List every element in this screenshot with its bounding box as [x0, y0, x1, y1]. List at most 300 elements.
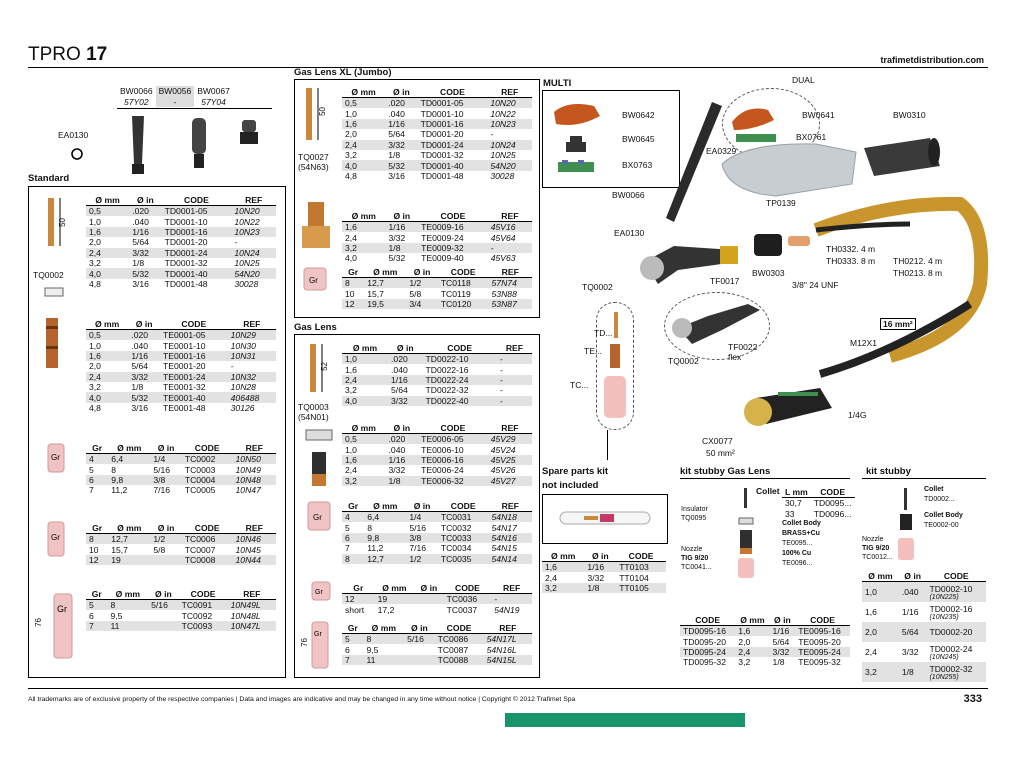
- part-label: TF0022: [728, 342, 758, 352]
- table-cell: [150, 555, 182, 565]
- table-cell: TE0006-10: [421, 444, 464, 455]
- table-cell: 54N17: [491, 522, 517, 533]
- table-cell: -: [499, 385, 503, 396]
- kit-label: Insulator: [681, 506, 708, 513]
- table-cell: TD0001-48: [420, 170, 464, 181]
- table-row: [680, 647, 850, 657]
- table-cell: 10N29: [228, 330, 276, 341]
- table-cell: 2,0: [862, 622, 899, 642]
- table-cell: 53N87: [489, 299, 532, 309]
- table-cell: .020: [128, 330, 160, 341]
- part-label: 50 mm²: [706, 448, 735, 458]
- table-cell: 2,4: [86, 248, 129, 258]
- table-row: [342, 655, 532, 665]
- table-cell: 10N24: [231, 248, 276, 258]
- table-cell: TE0006-24: [421, 465, 464, 476]
- part-label: TP0139: [766, 198, 796, 208]
- part-label: BW0645: [622, 134, 655, 144]
- table-cell: 2,4: [865, 647, 877, 657]
- kit-label: TE0095...: [782, 540, 813, 547]
- table-cell: -: [491, 594, 532, 605]
- table-cell: .020: [386, 434, 419, 445]
- table-cell: 1,0: [345, 444, 357, 455]
- table-cell: [148, 621, 178, 631]
- table-cell: 1/4: [406, 512, 438, 523]
- table-cell: 1/16: [770, 626, 796, 637]
- table-cell: 10N47: [235, 485, 261, 496]
- table-cell: 3,2: [342, 243, 386, 253]
- table-cell: 1/8: [386, 243, 419, 253]
- column-header: Ø mm: [107, 588, 148, 600]
- column-header: Ø mm: [342, 422, 386, 434]
- table-row: [680, 626, 850, 637]
- table-cell: 5/32: [388, 253, 406, 264]
- table-cell: 12: [342, 299, 364, 309]
- svg-text:Gr: Gr: [313, 513, 322, 522]
- table-cell: 2,4: [86, 372, 128, 382]
- standard-table-2: [86, 318, 276, 413]
- table-row: [680, 657, 850, 667]
- kit-stubby-rule: [862, 478, 986, 479]
- table-cell: 1/8: [388, 150, 401, 161]
- table-cell: TD0022-10: [423, 354, 497, 365]
- table-row: [342, 160, 532, 170]
- table-cell: 5/64: [132, 237, 149, 248]
- table-row: [86, 600, 276, 611]
- table-cell: 3/32: [388, 465, 406, 476]
- table-cell: 3/16: [132, 278, 149, 289]
- table-cell: TD0022-32: [425, 385, 469, 396]
- table-row: [86, 403, 276, 413]
- ref-cell: 57Y04: [201, 96, 226, 107]
- multi-heading: MULTI: [543, 78, 572, 89]
- consumables-stack-illustration: [596, 306, 636, 426]
- table-cell: 12: [342, 594, 375, 605]
- part-label: CX0077: [702, 436, 733, 446]
- table-cell: TC0119: [440, 288, 471, 299]
- table-cell: 4,8: [89, 278, 101, 289]
- table-row: [86, 555, 276, 565]
- table-row: [862, 622, 986, 642]
- table-row: [342, 288, 532, 298]
- table-cell: 3,2: [738, 657, 751, 668]
- table-cell: [148, 610, 178, 620]
- standard-table-1: [86, 194, 276, 289]
- arrow-line: [607, 430, 608, 460]
- column-header: CODE: [418, 422, 488, 434]
- table-row: [342, 476, 532, 486]
- table-cell: 54N15: [491, 543, 517, 554]
- table-cell: -: [230, 361, 234, 372]
- kit-label: Collet Body: [782, 520, 821, 527]
- part-label: BW0642: [622, 110, 655, 120]
- table-cell: 3/32: [388, 396, 422, 406]
- table-cell: 11: [107, 621, 148, 631]
- table-cell: TC0088: [435, 655, 484, 665]
- table-row: [342, 465, 532, 475]
- table-cell: .040: [132, 216, 149, 227]
- part-label: 1/4G: [848, 410, 867, 420]
- table-row: [862, 642, 986, 662]
- column-header: CODE: [423, 342, 497, 354]
- table-cell: 54N18: [489, 512, 532, 523]
- table-cell: TD0001-40: [418, 160, 488, 170]
- table-cell: 3/32: [770, 647, 796, 657]
- table-cell: TD0001-10: [420, 108, 464, 119]
- table-cell: [404, 655, 434, 665]
- table-row: [342, 243, 532, 253]
- table-cell: 1/16: [386, 455, 419, 465]
- table-row: [342, 385, 532, 395]
- table-cell: TD0095-20: [683, 636, 726, 647]
- header-rule: [28, 67, 988, 68]
- table-row: [342, 119, 532, 129]
- gas-lens-body-illustration: [300, 200, 334, 254]
- table-cell: 54N14: [489, 554, 532, 564]
- column-header: Ø mm: [108, 442, 150, 454]
- table-cell: 10N45: [235, 544, 261, 555]
- table-cell: TD0001-05: [418, 98, 488, 109]
- insulator-icon: [304, 428, 334, 442]
- table-cell: 3,2: [862, 662, 899, 682]
- column-header: CODE: [616, 550, 666, 562]
- table-row: [342, 150, 532, 160]
- table-cell: 45V26: [490, 465, 516, 476]
- kit-gl-collet-table: [782, 486, 855, 519]
- table-row: [342, 543, 532, 553]
- table-cell: 1,6: [342, 455, 386, 465]
- table-cell: 9,5: [366, 644, 379, 655]
- table-cell: 10N48L: [230, 610, 261, 621]
- column-header: CODE: [160, 318, 228, 330]
- table-row: [542, 572, 666, 582]
- table-cell: TD0001-20: [420, 129, 464, 140]
- table-cell: 2,4: [545, 572, 557, 583]
- table-cell: 10N28: [230, 382, 256, 393]
- table-cell: 5/64: [899, 622, 927, 642]
- table-row: [342, 634, 532, 645]
- table-cell: 2,4: [342, 140, 385, 150]
- table-row: [86, 382, 276, 392]
- table-cell: TC0007: [184, 544, 216, 555]
- column-header: Gr: [86, 442, 108, 454]
- table-cell: 54N16L: [486, 644, 517, 655]
- table-cell: 4,0: [86, 268, 129, 278]
- table-cell: 10: [345, 288, 355, 299]
- table-row: [86, 216, 276, 226]
- table-row: [342, 644, 532, 654]
- table-cell: 7: [342, 655, 363, 665]
- table-row: [86, 392, 276, 402]
- table-cell: 1/8: [386, 476, 419, 486]
- table-row: [86, 372, 276, 382]
- table-cell: TE0001-16: [160, 351, 228, 361]
- multi-caps-illustration: [548, 98, 628, 182]
- table-row: [86, 544, 276, 554]
- column-header: Ø mm: [364, 500, 406, 512]
- code-cell: BW0056: [156, 86, 195, 96]
- table-cell: 10N25: [234, 258, 260, 269]
- table-cell: TD0095-16: [680, 626, 735, 637]
- table-cell: 1,0: [89, 340, 101, 351]
- table-cell: TD0095...: [813, 498, 852, 509]
- part-label: TC...: [570, 380, 589, 390]
- column-header: CODE: [418, 86, 488, 98]
- table-cell: 3/32: [128, 372, 160, 382]
- table-row: [86, 475, 276, 485]
- table-cell: 12,7: [364, 554, 406, 564]
- table-cell: short: [345, 604, 365, 615]
- spare-heading-line1: Spare parts kit: [542, 466, 608, 477]
- cable-section-badge: 16 mm²: [880, 318, 916, 330]
- gas-lens-heading: Gas Lens: [294, 322, 337, 333]
- table-cell: TD0022-40: [423, 396, 497, 406]
- kit-gl-table: [680, 614, 850, 668]
- table-row: [342, 108, 532, 118]
- part-label: BW0303: [752, 268, 785, 278]
- table-cell: 1/16: [128, 351, 160, 361]
- column-header: CODE: [811, 486, 855, 498]
- table-cell: 8: [342, 278, 364, 289]
- table-cell: 1/16: [388, 375, 422, 385]
- table-cell: 1/16: [584, 562, 616, 573]
- table-cell: 2,4: [735, 647, 769, 657]
- part-label: EA0329: [706, 146, 737, 156]
- gas-lens-table-2: [342, 422, 532, 486]
- table-cell: 0,5: [342, 434, 386, 445]
- table-cell: 10N22: [234, 216, 260, 227]
- table-cell: TC0092: [181, 610, 213, 621]
- table-cell: 54N15L: [484, 655, 532, 665]
- table-cell: 10N20: [487, 98, 532, 109]
- column-header: Ø in: [406, 500, 438, 512]
- kit-label: Nozzle: [681, 546, 703, 553]
- nozzle-illustration: [44, 440, 68, 490]
- table-cell: 10N44: [233, 555, 276, 565]
- electrode-illustration: [300, 86, 330, 146]
- spare-parts-table: [542, 550, 666, 593]
- table-row: [342, 364, 532, 374]
- table-cell: .040: [388, 444, 406, 455]
- nozzle-illustration: [306, 500, 332, 540]
- table-row: [86, 340, 276, 350]
- gas-lens-xl-table-2: [342, 210, 532, 264]
- table-cell: 5/64: [772, 636, 790, 647]
- table-cell: TC0087: [437, 644, 469, 655]
- table-row: [862, 602, 986, 622]
- table-cell: 5/32: [128, 392, 160, 402]
- column-header: Ø mm: [86, 194, 129, 206]
- table-cell: TE0009-40: [421, 253, 464, 264]
- table-cell: 6: [345, 644, 350, 655]
- table-cell: TC0031: [438, 512, 489, 523]
- table-cell: TC0037: [446, 604, 478, 615]
- table-cell: 5/16: [404, 634, 434, 645]
- table-cell: TE0095-32: [798, 657, 841, 668]
- column-header: Ø in: [386, 210, 419, 222]
- table-cell: TE0009-32: [418, 243, 488, 253]
- table-cell: 6: [342, 533, 364, 543]
- part-label: BX0761: [796, 132, 827, 142]
- column-header: Ø in: [584, 550, 616, 562]
- table-cell: 11: [363, 655, 404, 665]
- table-row: [342, 171, 532, 181]
- table-cell: 5/32: [129, 268, 161, 278]
- table-cell: 8: [342, 554, 364, 564]
- table-cell: 3,2: [542, 583, 584, 593]
- table-cell: 7: [345, 543, 350, 554]
- column-header: REF: [487, 86, 532, 98]
- table-cell: 1,0: [342, 354, 388, 365]
- table-cell: 5: [342, 634, 363, 645]
- table-cell: 10N32: [228, 372, 276, 382]
- part-label: M12X1: [850, 338, 877, 348]
- table-cell: TC0003: [184, 464, 216, 475]
- part-label: BW0066: [612, 190, 645, 200]
- table-cell: 45V29: [488, 434, 532, 445]
- table-cell: TC0002: [182, 454, 233, 465]
- table-cell: 3/8: [150, 475, 182, 485]
- table-cell: TE0001-05: [160, 330, 228, 341]
- accent-bar: [505, 713, 745, 727]
- table-cell: 30126: [230, 402, 255, 413]
- table-cell: TE0001-10: [163, 340, 206, 351]
- long-nozzle-illustration: [308, 620, 334, 676]
- table-cell: 10N47L: [228, 621, 276, 631]
- table-cell: 1,6: [86, 227, 129, 237]
- table-cell: TD0001-16: [162, 227, 232, 237]
- title-prefix: TPRO: [28, 44, 81, 65]
- table-cell: 1/16: [129, 227, 161, 237]
- column-header: CODE: [680, 614, 735, 626]
- table-cell: 11,2: [111, 485, 128, 496]
- table-cell: TD0002-24 (10N245): [929, 643, 973, 661]
- site-url[interactable]: trafimetdistribution.com: [880, 55, 984, 65]
- column-header: CODE: [162, 194, 232, 206]
- column-header: Gr: [342, 582, 375, 594]
- column-header: Ø in: [129, 194, 161, 206]
- table-cell: 30028: [234, 278, 259, 289]
- part-label: TD...: [594, 328, 613, 338]
- column-header: REF: [231, 194, 276, 206]
- table-cell: 12,7: [364, 278, 406, 289]
- kit-label: TIG 9/20: [862, 545, 890, 552]
- table-cell: 2,4: [345, 465, 357, 476]
- table-cell: -: [490, 129, 494, 140]
- table-cell: 10N49L: [228, 600, 276, 611]
- table-cell: 1,6: [542, 562, 584, 573]
- table-cell: 10N30: [230, 340, 256, 351]
- part-label: BX0763: [622, 160, 653, 170]
- table-cell: 9,5: [110, 610, 123, 621]
- table-cell: 3/32: [385, 140, 417, 150]
- table-cell: 7/16: [153, 485, 171, 496]
- table-cell: .020: [388, 354, 422, 365]
- table-cell: 4,0: [342, 160, 385, 170]
- tq-ref-label: (54N01): [298, 412, 329, 422]
- table-cell: TD0001-24: [418, 140, 488, 150]
- table-row: [86, 237, 276, 247]
- table-cell: 5/8: [409, 288, 422, 299]
- table-cell: TC0008: [182, 555, 233, 565]
- table-cell: TD0001-32: [420, 150, 464, 161]
- nozzle-illustration: [302, 266, 328, 296]
- dim-label: 52: [320, 362, 329, 371]
- table-row: [342, 396, 532, 406]
- table-cell: TD0096...: [813, 508, 852, 519]
- table-cell: TE0006-16: [418, 455, 488, 465]
- table-row: [86, 279, 276, 289]
- table-cell: 3/16: [131, 402, 149, 413]
- column-header: Gr: [86, 522, 108, 534]
- table-cell: .040: [899, 582, 927, 603]
- column-header: Ø mm: [375, 582, 414, 594]
- table-cell: 10N50: [233, 454, 276, 465]
- table-cell: 15,7: [367, 288, 384, 299]
- column-header: Ø mm: [735, 614, 769, 626]
- svg-text:Gr: Gr: [51, 453, 60, 462]
- table-cell: TD0001-16: [418, 119, 488, 129]
- table-cell: TE0095-16: [795, 626, 850, 637]
- kit-label: Nozzle: [862, 536, 884, 543]
- table-cell: .040: [131, 340, 149, 351]
- table-cell: TC0032: [440, 522, 472, 533]
- column-header: Ø in: [899, 570, 927, 582]
- table-cell: 12: [86, 555, 108, 565]
- table-cell: 3,2: [345, 385, 357, 396]
- table-cell: 5/16: [153, 464, 171, 475]
- table-cell: TE0009-24: [421, 232, 464, 243]
- table-row: [86, 610, 276, 620]
- table-cell: [404, 644, 434, 654]
- table-cell: 5/16: [148, 600, 178, 611]
- column-header: Gr: [86, 588, 107, 600]
- dim-label: 50: [318, 107, 327, 116]
- table-cell: 33: [785, 508, 795, 519]
- table-row: [342, 604, 532, 614]
- part-label: flex: [728, 352, 742, 362]
- table-cell: 30028: [490, 170, 515, 181]
- table-cell: 10N49: [235, 464, 261, 475]
- table-cell: 5: [86, 600, 107, 611]
- table-row: [86, 248, 276, 258]
- table-row: [86, 351, 276, 361]
- column-header: REF: [488, 422, 532, 434]
- table-cell: 7: [89, 485, 94, 496]
- kit-label: TE0096...: [782, 560, 813, 567]
- table-cell: 45V25: [488, 455, 532, 465]
- kit-label: 100% Cu: [782, 550, 812, 557]
- back-cap-long-illustration: [652, 96, 732, 236]
- standard-table-5: [86, 588, 276, 631]
- table-row: [342, 253, 532, 263]
- table-row: [86, 464, 276, 474]
- table-cell: 1,0: [345, 108, 357, 119]
- table-cell: TC0004: [182, 475, 233, 485]
- table-cell: 30,7: [785, 498, 802, 509]
- column-header: L mm: [782, 486, 811, 498]
- table-row: [342, 278, 532, 289]
- table-cell: 45V24: [490, 444, 516, 455]
- kit-gl-heading: kit stubby Gas Lens: [680, 466, 771, 477]
- table-row: [342, 522, 532, 532]
- column-header: CODE: [182, 522, 233, 534]
- code-cell: BW0067: [197, 86, 230, 97]
- column-header: Ø in: [404, 622, 434, 634]
- ref-cell: 57Y02: [124, 96, 149, 107]
- table-cell: TC0118: [438, 278, 489, 289]
- table-row: [86, 227, 276, 237]
